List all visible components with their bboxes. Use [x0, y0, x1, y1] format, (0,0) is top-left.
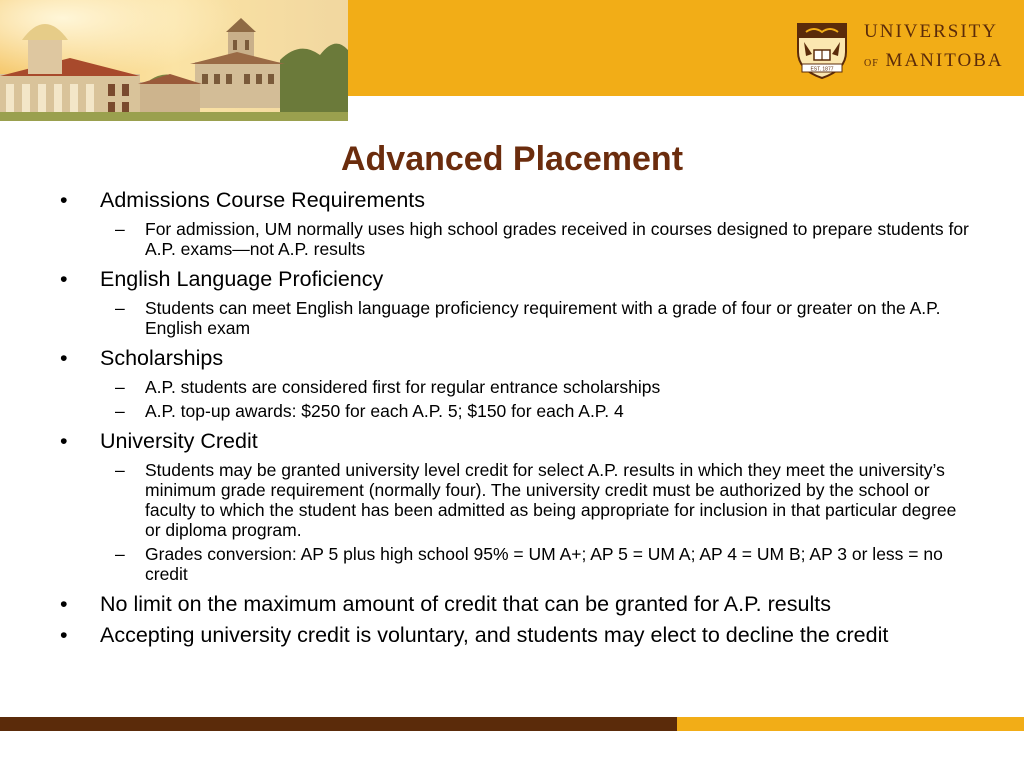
footer-bar-brown: [0, 717, 677, 731]
campus-building-photo: [0, 0, 348, 121]
sub-bullet-item: [60, 460, 970, 540]
dash-marker: –: [115, 401, 125, 421]
sub-bullet-text: A.P. students are considered first for regular entrance scholarships: [145, 377, 661, 397]
sub-bullet-text: Grades conversion: AP 5 plus high school 95% = UM A+; AP 5 = UM A; AP 4 = UM B; AP 3 or less = no credit: [145, 544, 943, 584]
wordmark-line1: UNIVERSITY: [864, 21, 998, 42]
crest-motto: EST. 1877: [810, 66, 834, 73]
bullet-text: No limit on the maximum amount of credit that can be granted for A.P. results: [100, 592, 831, 616]
sub-bullet-text: Students can meet English language proficiency requirement with a grade of four or greater on the A.P. English exam: [145, 298, 941, 338]
sub-bullet-text: A.P. top-up awards: $250 for each A.P. 5; $150 for each A.P. 4: [145, 401, 624, 421]
bullet-text: Accepting university credit is voluntary, and students may elect to decline the credit: [100, 623, 889, 647]
slide-title: Advanced Placement: [340, 140, 684, 178]
footer-bar-gold: [677, 717, 1024, 731]
dash-marker: –: [115, 377, 125, 397]
bullet-item: [60, 346, 970, 371]
bullet-marker: •: [60, 346, 68, 370]
sub-bullet-item: [60, 401, 970, 421]
sub-bullet-item: [60, 544, 970, 584]
bullet-item: [60, 188, 970, 213]
bullet-marker: •: [60, 188, 68, 212]
bullet-text: Admissions Course Requirements: [100, 188, 426, 212]
sub-bullet-text: Students may be granted university level credit for select A.P. results in which they meet the university’s minimum grade requirement (normally four). The university credit must be authorized by the school or faculty to which the student has been admitted as being appropriate for inclusion in that particular degree or diploma program.: [145, 460, 957, 540]
bullet-text: English Language Proficiency: [100, 267, 384, 291]
sub-bullet-item: [60, 219, 970, 259]
bullet-marker: •: [60, 592, 68, 616]
bullet-text: Scholarships: [100, 346, 224, 370]
university-wordmark: [864, 22, 1004, 70]
crest-icon: [792, 14, 852, 80]
bullet-item: [60, 592, 970, 617]
dash-marker: –: [115, 544, 125, 564]
wordmark-manitoba: MANITOBA: [885, 50, 1004, 71]
bullet-item: [60, 267, 970, 292]
bullet-item: [60, 623, 970, 648]
bullet-marker: •: [60, 623, 68, 647]
dash-marker: –: [115, 298, 125, 318]
bullet-text: University Credit: [100, 429, 258, 453]
sub-bullet-text: For admission, UM normally uses high school grades received in courses designed to prepare students for A.P. exams—not A.P. results: [145, 219, 969, 259]
sub-bullet-item: [60, 377, 970, 397]
bullet-marker: •: [60, 267, 68, 291]
bullet-marker: •: [60, 429, 68, 453]
dash-marker: –: [115, 219, 125, 239]
slide-content: [60, 188, 970, 654]
bullet-item: [60, 429, 970, 454]
wordmark-line2: [864, 51, 1004, 70]
dash-marker: –: [115, 460, 125, 480]
sub-bullet-item: [60, 298, 970, 338]
wordmark-of: OF: [864, 58, 879, 69]
